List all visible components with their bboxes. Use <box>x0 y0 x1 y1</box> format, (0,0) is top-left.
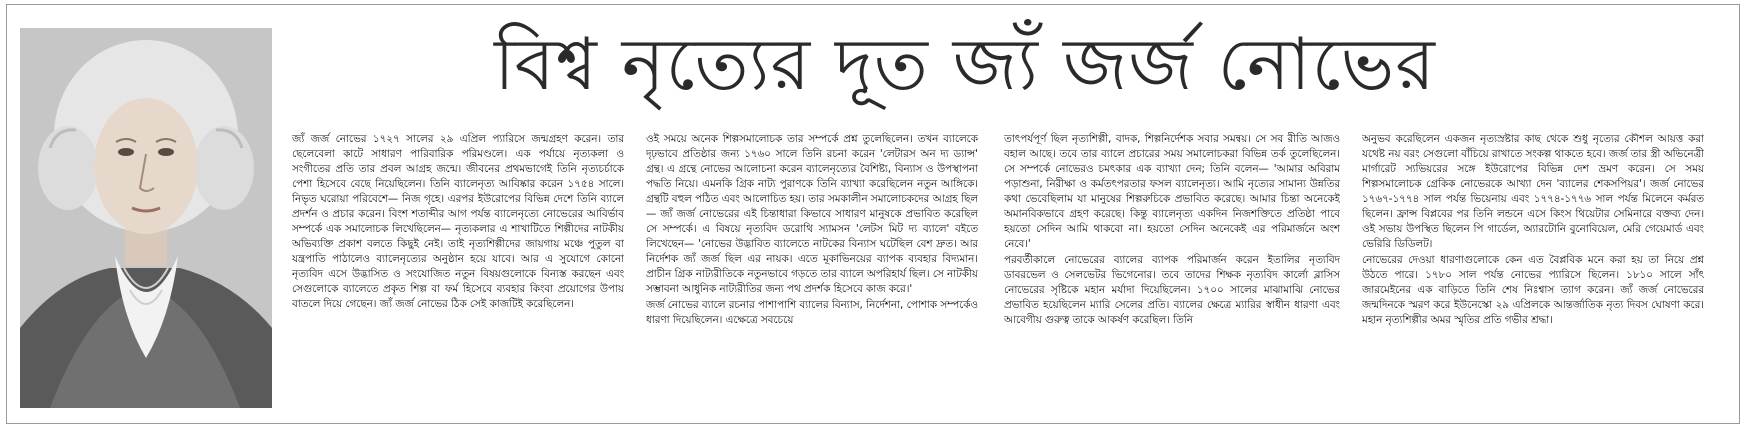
paragraph: জ্যঁ জর্জ নোভের ১৭২৭ সালের ২৯ এপ্রিল প্যারিসে জন্মগ্রহণ করেন। তার ছেলেবেলা কাটে সাধারণ পারিবারিক পরিমণ্ডলে। এক পর্যায়ে নৃত্যকলা ও সংগীতের প্রতি তার প্রবল আগ্রহ জন্মে। জীবনের প্রথমভাগেই তিনি নৃত্যচর্চাকে পেশা হিসেবে বেছে নিয়েছিলেন। তিনি ব্যালেনৃত্য আবিষ্কার করেন ১৭৫৪ সালে। নিভৃত ঘরোয়া পরিবেশে— নিজ গৃহে। এরপর ইউরোপের বিভিন্ন দেশে তিনি ব্যালে প্রদর্শন ও প্রচার করেন। বিংশ শতাব্দীর আগ পর্যন্ত ব্যালেনৃত্যে নোভেরের আবির্ভাব সম্পর্কে এক সমালোচক লিখেছিলেন— নৃত্যকলার এ শাখাটিতে শিল্পীদের নাটকীয় অভিব্যক্তি প্রকাশ বলতে কিছুই নেই। তাই নৃত্যশিল্পীদের জায়গায় মঞ্চে পুতুল বা যন্ত্রপাতি পাঠালেও ব্যালেনৃত্যের অনুষ্ঠান হয়ে যাবে। আর এ সুযোগে কোনো নৃত্যবিদ এসে উদ্ভাসিত ও সংযোজিত নতুন বিষয়গুলোকে বিন্যস্ত করছেন এবং সেগুলোকে ব্যালেতে প্রকৃত শিল্প বা ফর্ম হিসেবে ব্যবহার কিংবা প্রয়োগের উপায় বাতলে দিয়ে গেছেন। জ্যঁ জর্জ নোভের ঠিক সেই কাজটিই করেছিলেন। <box>292 133 624 310</box>
article-column-2 <box>646 132 978 414</box>
portrait-image <box>20 28 272 408</box>
paragraph: জর্জ নোভের ব্যালে রচনার পাশাপাশি ব্যালের বিন্যাস, নির্দেশনা, পোশাক সম্পর্কেও ধারণা দিয়েছিলেন। এক্ষেত্রে সবচেয়ে <box>646 299 978 326</box>
portrait-icon <box>20 28 272 408</box>
paragraph: অনুভব করেছিলেন একজন নৃত্যস্রষ্টার কাছ থেকে শুধু নৃত্যের কৌশল আয়ত্ত করা যথেষ্ট নয় বরং সেগুলো বাঁচিয়ে রাখাতে সংকল্প থাকতে হবে। জর্জ তার স্ত্রী অভিনেত্রী মার্গারেট স্যভিয়রের সঙ্গে ইউরোপের বিভিন্ন দেশ ভ্রমণ করেন। সে সময় শিল্পসমালোচক গ্রেকিক নোভেরকে আখ্যা দেন 'ব্যালের শেকসপিয়র'। জর্জ নোভের ১৭৬৭-১৭৭৪ সাল পর্যন্ত ভিয়েনায় এবং ১৭৭৪-১৭৭৬ সাল পর্যন্ত মিলেনে কর্মরত ছিলেন। ফ্রান্স বিপ্লবের পর তিনি লন্ডনে এসে কিংস থিয়েটার সেমিনারে বক্তব্য দেন। ওই সভায় উপস্থিত ছিলেন পি গার্ডেল, অ্যারটোনি বুনোবিয়েল, মেরি গেয়েমার্ড এবং ভেরিরি ডিডিলট। <box>1362 133 1704 250</box>
paragraph: নোভেরের দেওয়া ধারণাগুলোকে কেন এত বৈপ্লবিক মনে করা হয় তা নিয়ে প্রশ্ন উঠতে পারে। ১৭৮০ সাল পর্যন্ত নোভের প্যারিসে ছিলেন। ১৮১০ সালে সাঁৎ জারমেইনের এক বাড়িতে তিনি শেষ নিঃশ্বাস ত্যাগ করেন। জ্যঁ জর্জ নোভেরের জন্মদিনকে স্মরণ করে ইউনেস্কো ২৯ এপ্রিলকে আন্তর্জাতিক নৃত্য দিবস ঘোষণা করে। মহান নৃত্যশিল্পীর অমর স্মৃতির প্রতি গভীর শ্রদ্ধা। <box>1362 254 1704 326</box>
article-column-3 <box>1004 132 1340 414</box>
article-column-4 <box>1362 132 1704 414</box>
article-column-1 <box>292 132 624 414</box>
paragraph: পরবর্তীকালে নোভেরের ব্যালের ব্যাপক পরিমার্জন করেন ইতালির নৃত্যবিদ ডাবরভেল ও সেলভেটর ভিগেনোর। তবে তাদের শিক্ষক নৃত্যবিদ কার্লো ব্লাসিস নোভেরের সৃষ্টিকে মহান মর্যাদা দিয়েছিলেন। ১৭০০ সালের মাঝামাঝি নোভের প্রভাবিত হয়েছিলেন ম্যারি সেলের প্রতি। ব্যালের ক্ষেত্রে ম্যারির স্বাধীন ধারণা এবং আবেগীয় গুরুত্ব তাকে আকর্ষণ করেছিল। তিনি <box>1004 254 1340 326</box>
paragraph: তাৎপর্যপূর্ণ ছিল নৃত্যশিল্পী, বাদক, শিল্পনির্দেশক সবার সমন্বয়। সে সব রীতি আজও বহাল আছে। তবে তার ব্যালে প্রচারের সময় সমালোচকরা বিভিন্ন তর্ক তুলেছিলেন। সে সম্পর্কে নোভেরও চমৎকার এক ব্যাখ্যা দেন; তিনি বলেন— 'আমার অবিরাম পড়াশুনা, নিরীক্ষা ও কর্মতৎপরতার ফসল ব্যালেনৃত্য। আমি নৃত্যের সামান্য উন্নতির কথা ভেবেছিলাম যা মানুষের শিল্পরুচিকে প্রভাবিত করেছে। আমার চিন্তা অনেকেই অমানবিকভাবে গ্রহণ করেছে। কিন্তু ব্যালেনৃত্য একদিন নিজশক্তিতে প্রতিষ্ঠা পাবে হয়তো সেদিন আমি থাকবো না। হয়তো সেদিন অনেকেই এর পরিমার্জনে অংশ নেবে।' <box>1004 133 1340 250</box>
page-title: বিশ্ব নৃত্যের দূত জ্যঁ জর্জ নোভের <box>494 22 1436 106</box>
paragraph: ওই সময়ে অনেক শিল্পসমালোচক তার সম্পর্কে প্রশ্ন তুলেছিলেন। তখন ব্যালেকে দৃঢ়ভাবে প্রতিষ্ঠার জন্য ১৭৬০ সালে তিনি রচনা করেন 'লেটারস অন দ্য ড্যান্স' গ্রন্থ। এ গ্রন্থে নোভের আলোচনা করেন ব্যালেনৃত্যের বৈশিষ্ট্য, বিন্যাস ও উপস্থাপনা পদ্ধতি নিয়ে। এমনকি গ্রিক নাট্য পুরাণকে তিনি ব্যাখ্যা করেছিলেন নতুন আঙ্গিকে। গ্রন্থটি বহুল পঠিত এবং আলোচিত হয়। তার সমকালীন সমালোচকদের আগ্রহ ছিল— জ্যঁ জর্জ নোভেরের এই চিন্তাধারা কিভাবে সাধারণ মানুষকে প্রভাবিত করেছিল সে সম্পর্কে। এ বিষয়ে নৃত্যবিদ ডরোথি স্যামসন 'লেটস মিট দ্য ব্যালে' বইতে লিখেছেন— 'নোভের উদ্ভাবিত ব্যালেতে নাটকের বিন্যাস ঘটেছিল বেশ দ্রুত। আর নির্দেশক জ্যঁ জর্জ ছিল এর নায়ক। এতে মূকাভিনয়ের ব্যাপক ব্যবহার বিদ্যমান। প্রাচীন গ্রিক নাট্যরীতিকে নতুনভাবে গড়তে তার ব্যালে অপরিহার্য ছিল। সে নাটকীয় সম্ভাবনা আধুনিক নাট্যরীতির জন্য পথ প্রদর্শক হিসেবে কাজ করে।' <box>646 133 978 295</box>
